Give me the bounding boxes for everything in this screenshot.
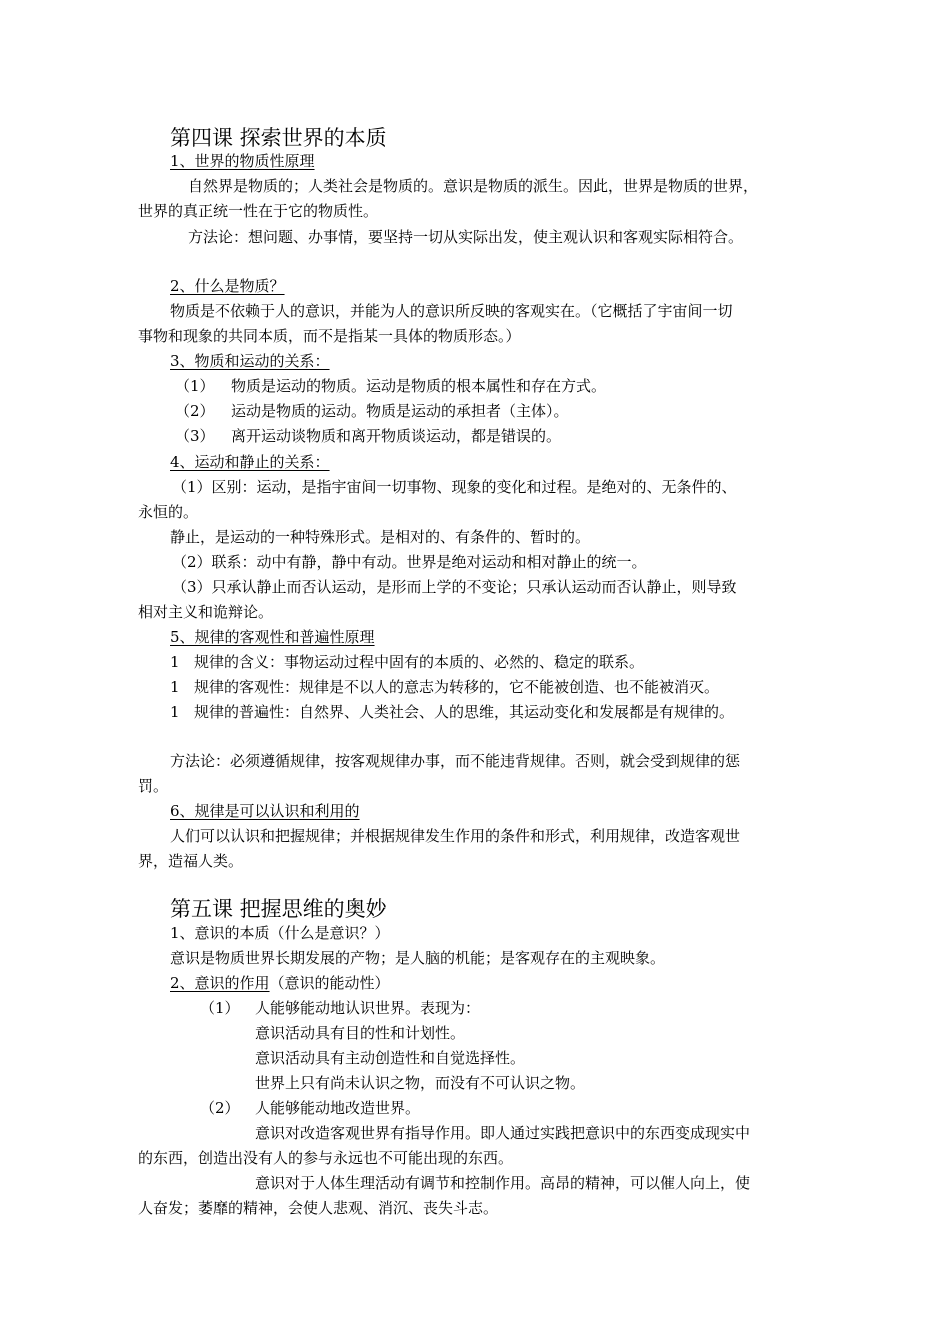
- item-text: 离开运动谈物质和离开物质谈运动，都是错误的。: [231, 427, 562, 445]
- item-number: （2）: [175, 402, 215, 420]
- item-text: 人能够能动地改造世界。: [255, 1099, 421, 1117]
- lesson4-s1-para-line1: 自然界是物质的；人类社会是物质的。意识是物质的派生。因此，世界是物质的世界，: [188, 177, 759, 195]
- bullet-text: 规律的含义：事物运动过程中固有的本质的、必然的、稳定的联系。: [194, 653, 645, 671]
- bullet-text: 规律的普遍性：自然界、人类社会、人的思维，其运动变化和发展都是有规律的。: [194, 703, 735, 721]
- lesson4-s4-diff-line1: （1）区别：运动，是指宇宙间一切事物、现象的变化和过程。是绝对的、无条件的、: [172, 478, 737, 496]
- lesson4-s6-line1: 人们可以认识和把握规律；并根据规律发生作用的条件和形式，利用规律，改造客观世: [170, 827, 741, 845]
- lesson5-title: 第五课 把握思维的奥妙: [170, 897, 387, 921]
- lesson5-s1-heading: 1、意识的本质（什么是意识？）: [170, 924, 390, 942]
- lesson5-s2-p2-line2: 人奋发；萎靡的精神，会使人悲观、消沉、丧失斗志。: [138, 1199, 499, 1217]
- item-number: （3）: [175, 427, 215, 445]
- lesson5-s2-item1: [200, 997, 480, 1019]
- lesson4-s4-err-line2: 相对主义和诡辩论。: [138, 603, 274, 621]
- lesson5-s2-p2-line1: 意识对于人体生理活动有调节和控制作用。高昂的精神，可以催人向上，使: [255, 1174, 751, 1192]
- lesson5-s2-p1-line1: 意识对改造客观世界有指导作用。即人通过实践把意识中的东西变成现实中: [255, 1124, 751, 1142]
- lesson4-s4-diff-line2: 永恒的。: [138, 503, 199, 521]
- item-number: （1）: [200, 999, 240, 1017]
- lesson4-s4-still: 静止，是运动的一种特殊形式。是相对的、有条件的、暂时的。: [170, 528, 591, 546]
- lesson4-s2-line2: 事物和现象的共同本质，而不是指某一具体的物质形态。）: [138, 327, 521, 345]
- lesson4-s4-link: （2）联系：动中有静，静中有动。世界是绝对运动和相对静止的统一。: [172, 553, 647, 571]
- lesson4-s6-line2: 界，造福人类。: [138, 852, 244, 870]
- lesson4-s6-heading: 6、规律是可以认识和利用的: [170, 802, 360, 820]
- lesson4-s1-para-line2: 世界的真正统一性在于它的物质性。: [138, 202, 379, 220]
- lesson4-s3-item: [175, 375, 606, 397]
- lesson5-s2-p1-line2: 的东西，创造出没有人的参与永远也不可能出现的东西。: [138, 1149, 514, 1167]
- item-text: 人能够能动地认识世界。表现为：: [255, 999, 481, 1017]
- lesson4-s5-bullet: [170, 676, 719, 698]
- heading-underlined: 2、意识的作用: [170, 974, 270, 992]
- lesson4-s2-heading: 2、什么是物质？: [170, 277, 285, 295]
- lesson4-s2-line1: 物质是不依赖于人的意识，并能为人的意识所反映的客观实在。（它概括了宇宙间一切: [170, 302, 733, 320]
- lesson4-s5-method-line1: 方法论：必须遵循规律，按客观规律办事，而不能违背规律。否则，就会受到规律的惩: [170, 752, 741, 770]
- lesson4-s1-method: 方法论：想问题、办事情，要坚持一切从实际出发，使主观认识和客观实际相符合。: [188, 228, 744, 246]
- lesson4-s4-err-line1: （3）只承认静止而否认运动，是形而上学的不变论；只承认运动而否认静止，则导致: [172, 578, 737, 596]
- item-number: （2）: [200, 1099, 240, 1117]
- lesson4-s3-item: [175, 425, 561, 447]
- lesson4-s5-bullet: [170, 701, 734, 723]
- lesson4-s1-heading: 1、世界的物质性原理: [170, 152, 315, 170]
- lesson5-s2-heading: [170, 972, 390, 994]
- lesson4-s3-item: [175, 400, 569, 422]
- bullet-mark: 1: [170, 678, 180, 696]
- item-text: 物质是运动的物质。运动是物质的根本属性和存在方式。: [231, 377, 607, 395]
- lesson4-title: 第四课 探索世界的本质: [170, 126, 387, 150]
- lesson4-s4-heading: 4、运动和静止的关系：: [170, 453, 330, 471]
- bullet-mark: 1: [170, 703, 180, 721]
- lesson5-s1-text: 意识是物质世界长期发展的产物；是人脑的机能；是客观存在的主观映象。: [170, 949, 666, 967]
- lesson5-s2-sub: 世界上只有尚未认识之物，而没有不可认识之物。: [255, 1074, 586, 1092]
- lesson4-s5-heading: 5、规律的客观性和普遍性原理: [170, 628, 375, 646]
- lesson5-s2-item2: [200, 1097, 420, 1119]
- lesson4-s5-bullet: [170, 651, 644, 673]
- item-text: 运动是物质的运动。物质是运动的承担者（主体）。: [231, 402, 569, 420]
- heading-rest: （意识的能动性）: [269, 974, 390, 992]
- bullet-mark: 1: [170, 653, 180, 671]
- bullet-text: 规律的客观性：规律是不以人的意志为转移的，它不能被创造、也不能被消灭。: [194, 678, 720, 696]
- item-number: （1）: [175, 377, 215, 395]
- lesson5-s2-sub: 意识活动具有主动创造性和自觉选择性。: [255, 1049, 526, 1067]
- lesson5-s2-sub: 意识活动具有目的性和计划性。: [255, 1024, 466, 1042]
- lesson4-s5-method-line2: 罚。: [138, 777, 169, 795]
- lesson4-s3-heading: 3、物质和运动的关系：: [170, 352, 330, 370]
